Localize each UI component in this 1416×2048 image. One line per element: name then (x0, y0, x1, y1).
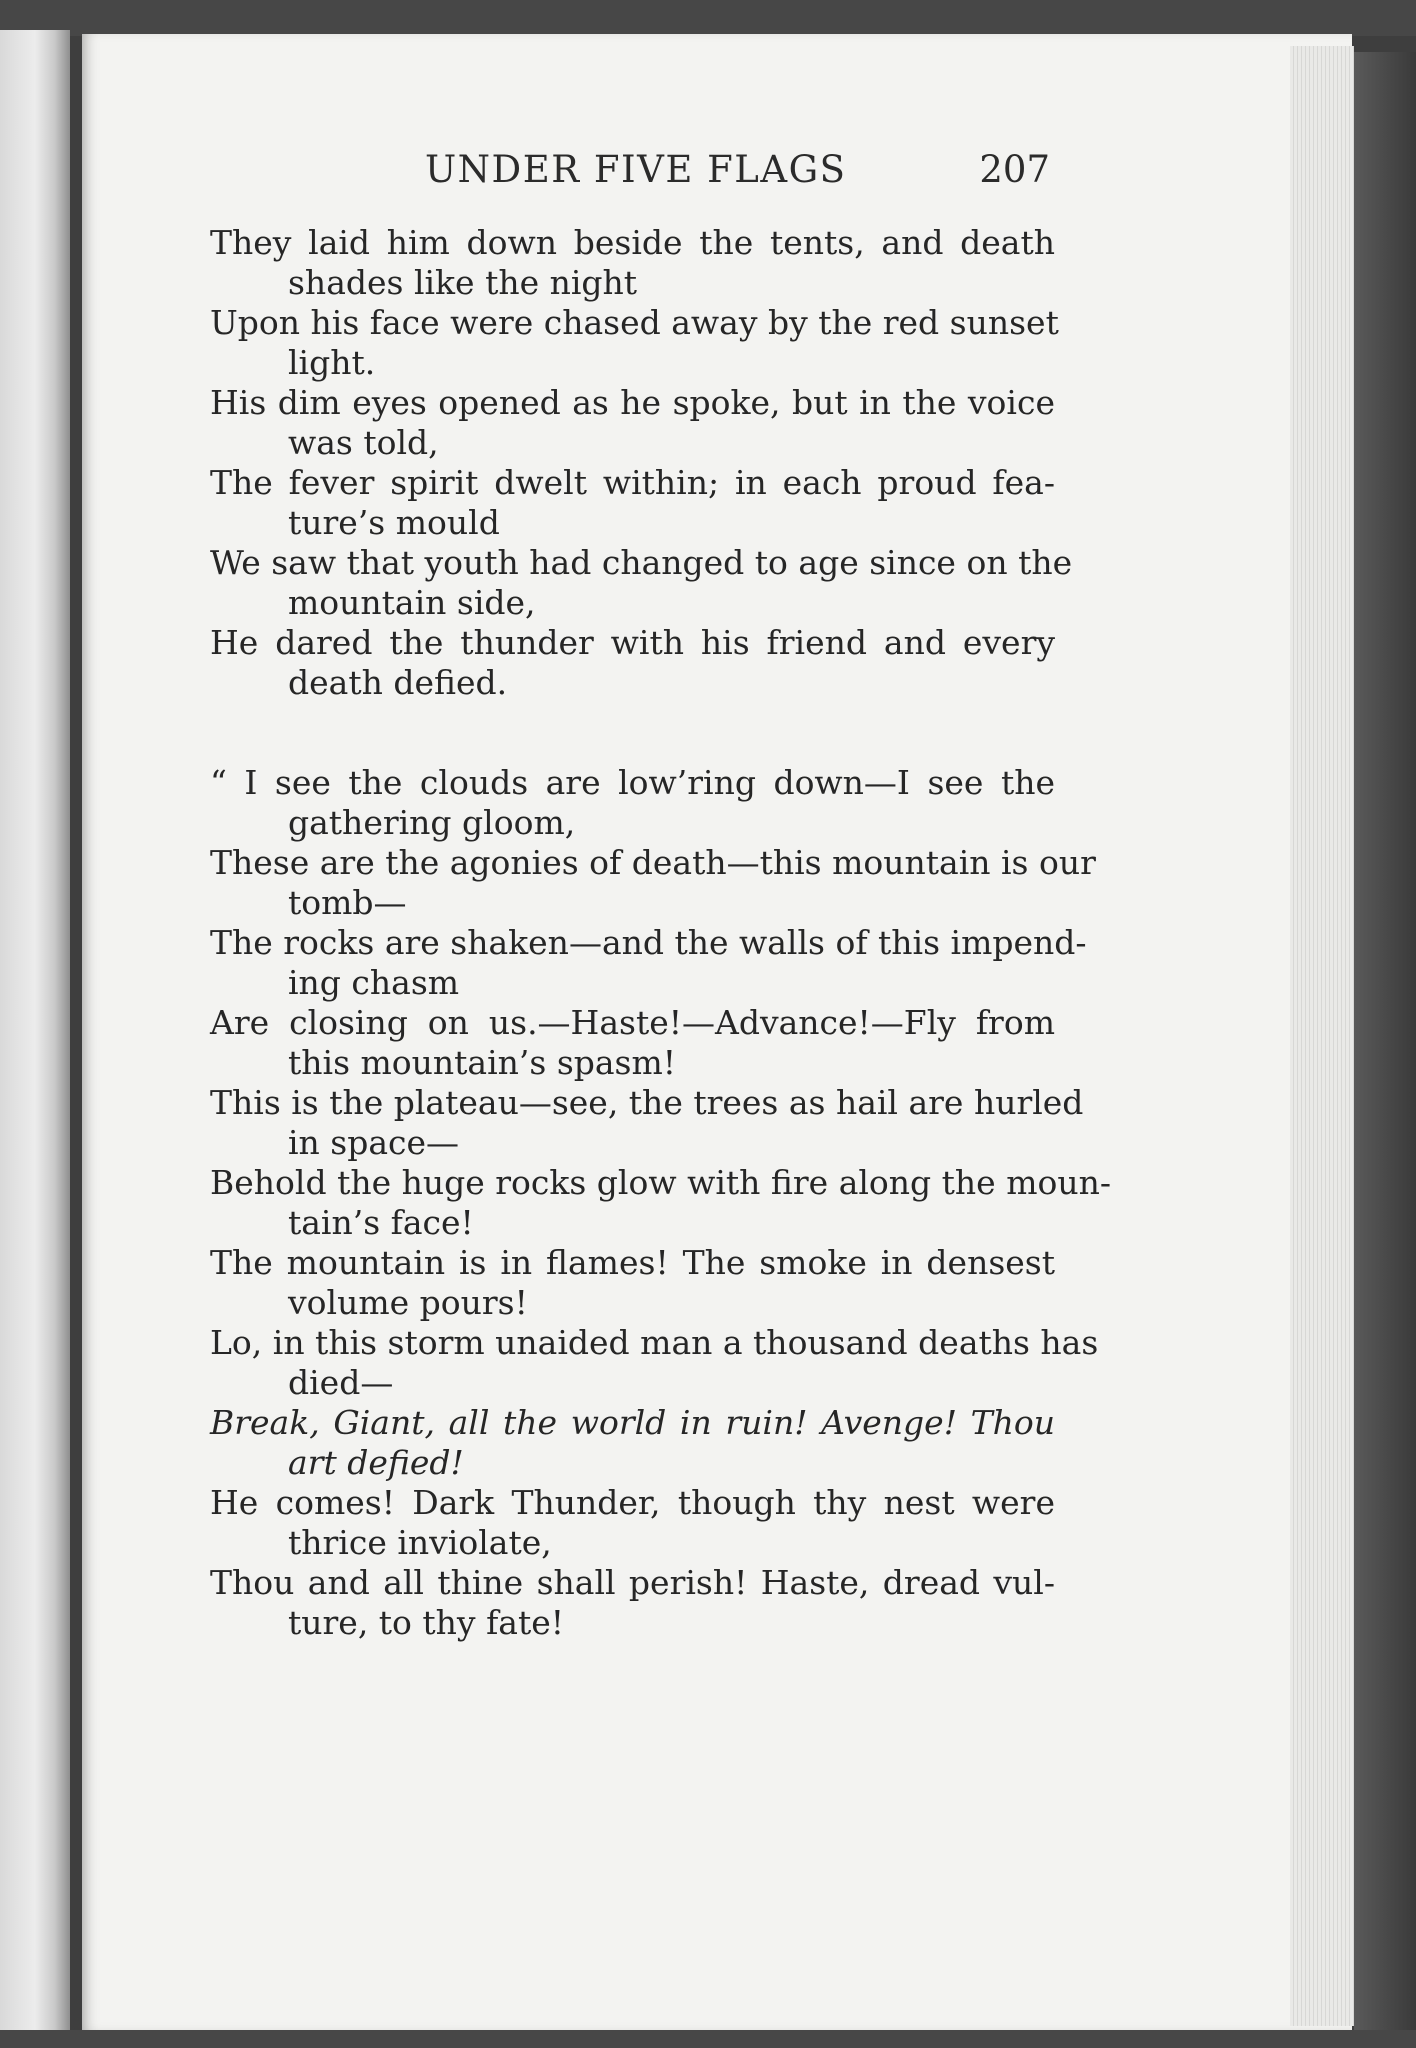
verse-line-continuation: in space— (288, 1123, 460, 1162)
stanza-1 (210, 223, 1073, 703)
verse-line-continuation: died— (288, 1363, 394, 1402)
verse-line: His dim eyes opened as he spoke, but in the voice (210, 383, 1055, 422)
running-title: UNDER FIVE FLAGS (425, 148, 847, 191)
verse-line: We saw that youth had changed to age since on the (210, 543, 1073, 582)
page-number: 207 (979, 148, 1050, 191)
verse-line-continuation: light. (288, 343, 376, 382)
page-header (420, 148, 1050, 198)
verse-line: Behold the huge rocks glow with fire along the moun- (210, 1163, 1112, 1202)
verse-line-continuation: was told, (288, 423, 439, 462)
verse-line-italic: Break, Giant, all the world in ruin! Avenge! Thou (210, 1403, 1055, 1442)
verse-line-continuation: ture, to thy fate! (288, 1603, 565, 1642)
verse-line: This is the plateau—see, the trees as hail are hurled (210, 1083, 1084, 1122)
book-cover-edge (1354, 52, 1416, 2048)
verse-line-continuation: death defied. (288, 663, 508, 702)
verse-line-continuation: tain’s face! (288, 1203, 474, 1242)
verse-line: He dared the thunder with his friend and every (210, 623, 1055, 662)
stanza-2 (210, 763, 1112, 1643)
scanner-background-top (0, 0, 1416, 36)
verse-line: The mountain is in flames! The smoke in densest (210, 1243, 1055, 1282)
verse-line: He comes! Dark Thunder, though thy nest were (210, 1483, 1055, 1522)
verse-line: They laid him down beside the tents, and death (210, 223, 1055, 262)
verse-line-continuation-italic: art defied! (288, 1443, 464, 1482)
page-stack-edge (1290, 46, 1354, 2026)
verse-line-continuation: ture’s mould (288, 503, 500, 542)
poem-text (210, 223, 1112, 1643)
verse-line-continuation: tomb— (288, 883, 407, 922)
verse-line: “ I see the clouds are low’ring down—I see the (210, 763, 1055, 802)
verse-line: Are closing on us.—Haste!—Advance!—Fly from (210, 1003, 1055, 1042)
verse-line: The rocks are shaken—and the walls of this impend- (210, 923, 1087, 962)
verse-line: The fever spirit dwelt within; in each proud fea- (210, 463, 1055, 502)
verse-line: Lo, in this storm unaided man a thousand deaths has (210, 1323, 1099, 1362)
verse-line-continuation: volume pours! (288, 1283, 528, 1322)
verse-line-continuation: this mountain’s spasm! (288, 1043, 677, 1082)
verse-line: These are the agonies of death—this mountain is our (210, 843, 1096, 882)
verse-line: Thou and all thine shall perish! Haste, dread vul- (210, 1563, 1055, 1602)
verse-line-continuation: gathering gloom, (288, 803, 576, 842)
facing-page-edge (0, 30, 70, 2048)
verse-line: Upon his face were chased away by the red sunset (210, 303, 1059, 342)
verse-line-continuation: mountain side, (288, 583, 536, 622)
stanza-break (210, 703, 1055, 763)
verse-line-continuation: ing chasm (288, 963, 460, 1002)
scanner-background-bottom (0, 2030, 1416, 2048)
verse-line-continuation: thrice inviolate, (288, 1523, 552, 1562)
verse-line-continuation: shades like the night (288, 263, 638, 302)
